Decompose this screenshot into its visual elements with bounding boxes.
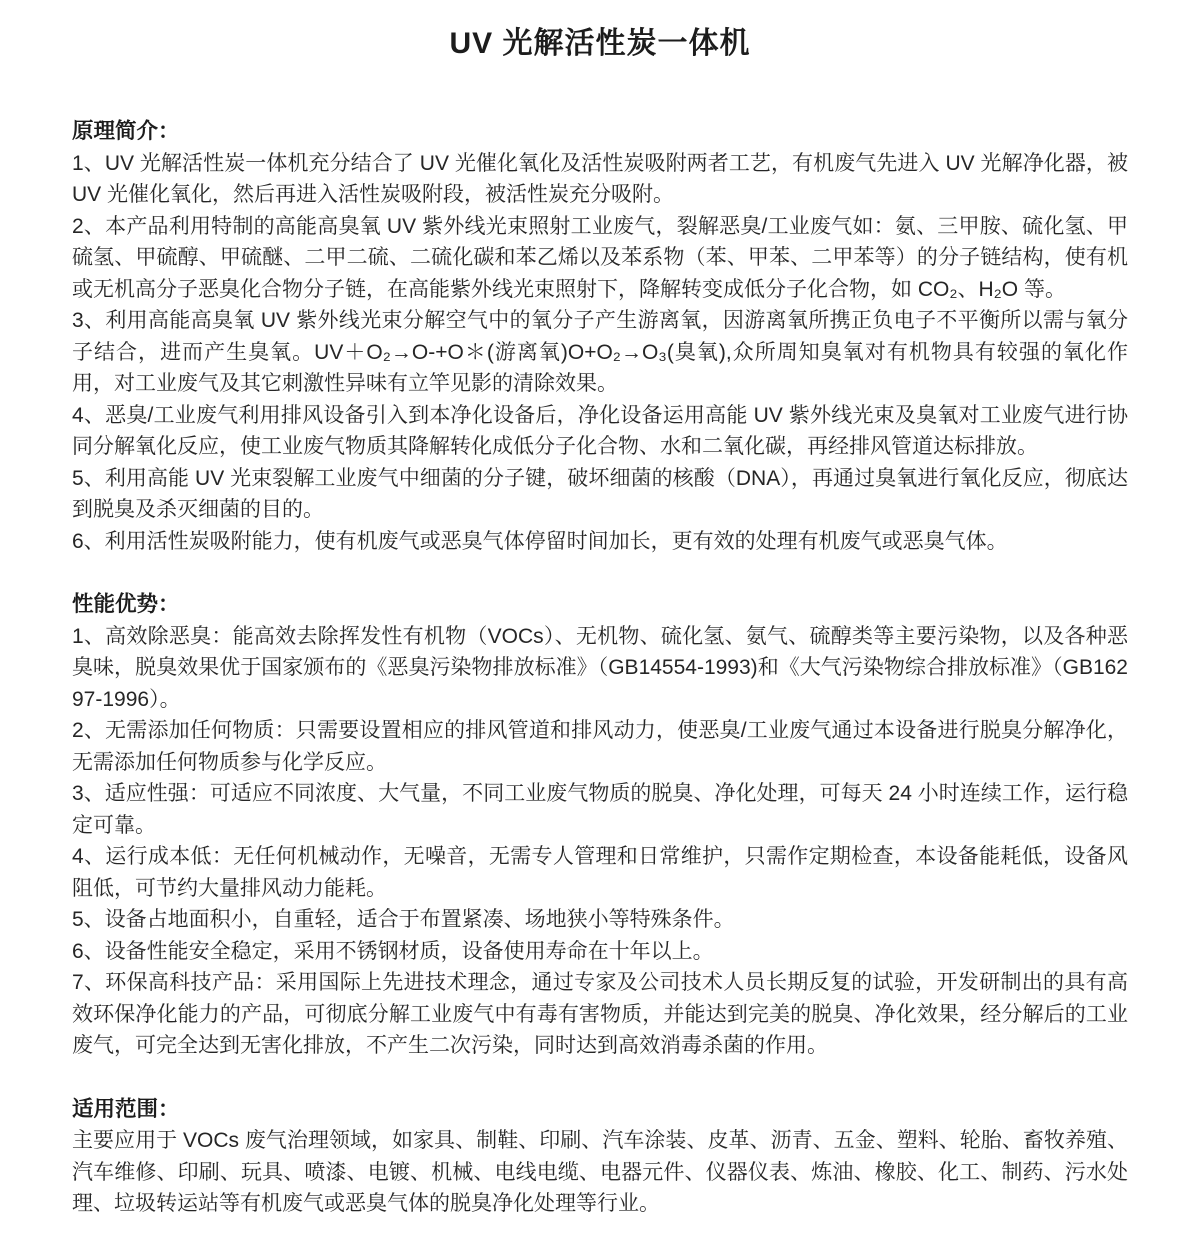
section-principle	[72, 116, 1128, 557]
paragraph: 4、运行成本低：无任何机械动作，无噪音，无需专人管理和日常维护，只需作定期检查，本设备能耗低，设备风阻低，可节约大量排风动力能耗。	[72, 845, 1128, 900]
paragraph: 4、恶臭/工业废气利用排风设备引入到本净化设备后，净化设备运用高能 UV 紫外线光束及臭氧对工业废气进行协同分解氧化反应，使工业废气物质其降解转化成低分子化合物、水和二氧化碳，再经排风管道达标排放。	[72, 403, 1128, 458]
paragraph: 1、高效除恶臭：能高效去除挥发性有机物（VOCs）、无机物、硫化氢、氨气、硫醇类等主要污染物，以及各种恶臭味，脱臭效果优于国家颁布的《恶臭污染物排放标准》（GB14554-1993)和《大气污染物综合排放标准》（GB16297-1996）。	[72, 624, 1128, 711]
paragraph: 5、利用高能 UV 光束裂解工业废气中细菌的分子键，破坏细菌的核酸（DNA），再通过臭氧进行氧化反应，彻底达到脱臭及杀灭细菌的目的。	[72, 466, 1128, 521]
section-heading-advantages: 性能优势：	[72, 592, 180, 616]
paragraph: 1、UV 光解活性炭一体机充分结合了 UV 光催化氧化及活性炭吸附两者工艺，有机废气先进入 UV 光解净化器，被 UV 光催化氧化，然后再进入活性炭吸附段，被活性炭充分吸附。	[72, 151, 1128, 206]
paragraph: 7、环保高科技产品：采用国际上先进技术理念，通过专家及公司技术人员长期反复的试验，开发研制出的具有高效环保净化能力的产品，可彻底分解工业废气中有毒有害物质，并能达到完美的脱臭、净化效果，经分解后的工业废气，可完全达到无害化排放，不产生二次污染，同时达到高效消毒杀菌的作用。	[72, 971, 1128, 1057]
paragraph: 5、设备占地面积小，自重轻，适合于布置紧凑、场地狭小等特殊条件。	[72, 908, 735, 931]
paragraph: 2、本产品利用特制的高能高臭氧 UV 紫外线光束照射工业废气，裂解恶臭/工业废气如：氨、三甲胺、硫化氢、甲硫氢、甲硫醇、甲硫醚、二甲二硫、二硫化碳和苯乙烯以及苯系物（苯、甲苯、二甲苯等）的分子链结构，使有机或无机高分子恶臭化合物分子链，在高能紫外线光束照射下，降解转变成低分子化合物，如 CO₂、H₂O 等。	[72, 214, 1128, 301]
paragraph: 主要应用于 VOCs 废气治理领域，如家具、制鞋、印刷、汽车涂装、皮革、沥青、五金、塑料、轮胎、畜牧养殖、汽车维修、印刷、玩具、喷漆、电镀、机械、电线电缆、电器元件、仪器仪表、炼油、橡胶、化工、制药、污水处理、垃圾转运站等有机废气或恶臭气体的脱臭净化处理等行业。	[72, 1129, 1128, 1215]
paragraph: 6、设备性能安全稳定，采用不锈钢材质，设备使用寿命在十年以上。	[72, 939, 714, 963]
paragraph: 3、适应性强：可适应不同浓度、大气量，不同工业废气物质的脱臭、净化处理，可每天 24 小时连续工作，运行稳定可靠。	[72, 782, 1128, 837]
section-heading-applications: 适用范围：	[72, 1096, 180, 1121]
section-applications	[72, 1094, 1128, 1220]
section-advantages	[72, 589, 1128, 1062]
section-heading-principle: 原理简介：	[72, 119, 180, 143]
paragraph: 2、无需添加任何物质：只需要设置相应的排风管道和排风动力，使恶臭/工业废气通过本设备进行脱臭分解净化，无需添加任何物质参与化学反应。	[72, 719, 1128, 774]
paragraph: 6、利用活性炭吸附能力，使有机废气或恶臭气体停留时间加长，更有效的处理有机废气或恶臭气体。	[72, 529, 1008, 553]
paragraph: 3、利用高能高臭氧 UV 紫外线光束分解空气中的氧分子产生游离氧，因游离氧所携正负电子不平衡所以需与氧分子结合，进而产生臭氧。UV＋O₂→O-+O＊(游离氧)O+O₂→O₃(臭氧),众所周知臭氧对有机物具有较强的氧化作用，对工业废气及其它刺激性异味有立竿见影的清除效果。	[72, 309, 1128, 395]
page-title: UV 光解活性炭一体机	[449, 27, 751, 60]
